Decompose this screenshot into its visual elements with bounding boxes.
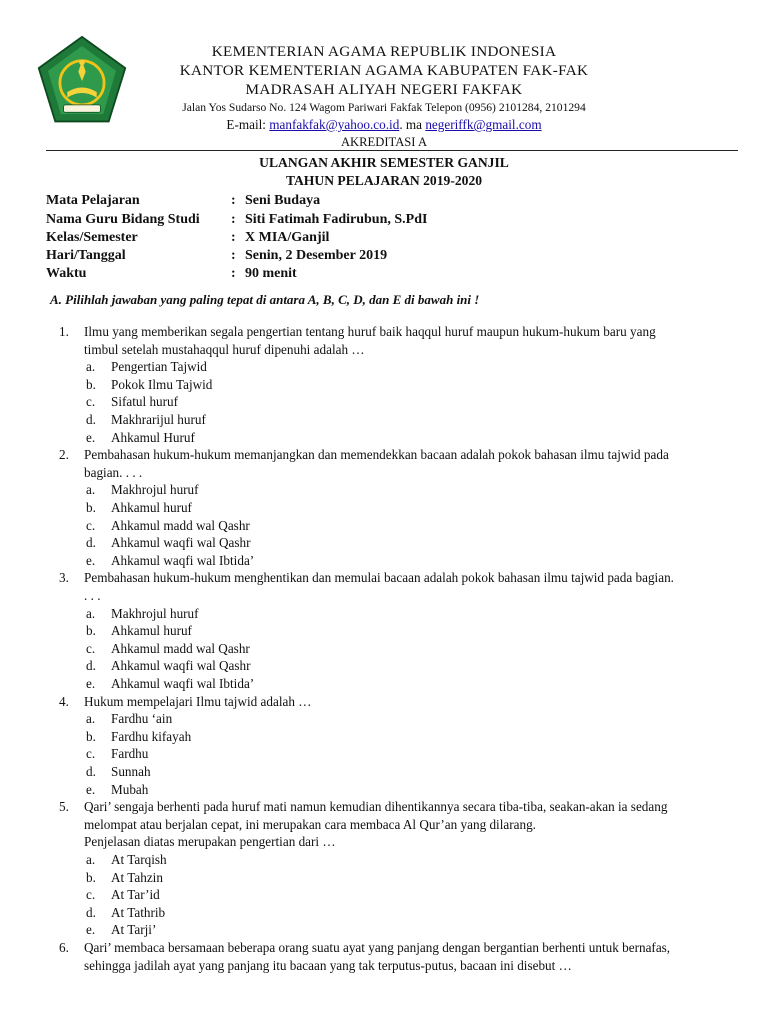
question-text: Qari’ sengaja berhenti pada huruf mati namun kemudian dihentikannya secara tiba-tiba, seakan-akan ia sedang: [84, 799, 668, 815]
question-number: 6.: [59, 940, 69, 955]
option-letter: c.: [86, 640, 96, 656]
info-colon: :: [231, 193, 236, 208]
info-colon: :: [231, 212, 236, 227]
option-text: Ahkamul waqfi wal Ibtida’: [111, 676, 255, 691]
header-ministry: KEMENTERIAN AGAMA REPUBLIK INDONESIA: [211, 43, 557, 60]
option-text: Pengertian Tajwid: [111, 359, 207, 375]
option-letter: c.: [86, 517, 96, 533]
question-text: Penjelasan diatas merupakan pengertian dari …: [84, 834, 336, 850]
header-divider: [46, 150, 738, 151]
email-link-yahoo[interactable]: manfakfak@yahoo.co.id: [269, 117, 400, 132]
option-letter: c.: [86, 887, 96, 903]
option-text: Sifatul huruf: [111, 394, 179, 410]
option-letter: e.: [86, 676, 96, 691]
option-text: Sunnah: [111, 764, 151, 779]
question-text: Pembahasan hukum-hukum menghentikan dan memulai bacaan adalah pokok bahasan ilmu tajwid pada bagian.: [84, 570, 674, 586]
option-text: Fardhu ‘ain: [111, 711, 173, 727]
info-label: Hari/Tanggal: [46, 248, 126, 263]
question-text: Pembahasan hukum-hukum memanjangkan dan memendekkan bacaan adalah pokok bahasan ilmu tajwid pada: [84, 447, 669, 463]
option-letter: a.: [86, 482, 96, 498]
option-text: Pokok Ilmu Tajwid: [111, 376, 213, 392]
info-row: [46, 230, 329, 246]
question-number: 1.: [59, 324, 69, 339]
option-letter: b.: [86, 728, 96, 744]
option-letter: a.: [86, 359, 96, 375]
info-value: Senin, 2 Desember 2019: [245, 248, 388, 263]
option-text: Ahkamul huruf: [111, 500, 192, 515]
option-letter: e.: [86, 781, 96, 797]
option-text: Ahkamul waqfi wal Qashr: [111, 658, 251, 674]
header-office: KANTOR KEMENTERIAN AGAMA KABUPATEN FAK-FAK: [179, 62, 589, 79]
question-number: 4.: [59, 693, 69, 709]
option-letter: a.: [86, 711, 96, 727]
info-colon: :: [231, 266, 236, 281]
info-row: [46, 212, 427, 228]
info-colon: :: [231, 248, 236, 263]
question-number: 3.: [59, 570, 69, 586]
option-letter: b.: [86, 623, 96, 639]
question-text: timbul setelah mustahaqqul huruf dipenuhi adalah …: [84, 341, 365, 357]
info-label: Mata Pelajaran: [46, 193, 140, 208]
exam-title: ULANGAN AKHIR SEMESTER GANJIL: [259, 155, 509, 170]
question-text: bagian. . . .: [84, 464, 143, 480]
option-text: Mubah: [111, 781, 149, 797]
option-text: At Tar’id: [111, 887, 160, 903]
option-letter: b.: [86, 500, 96, 515]
info-value: Siti Fatimah Fadirubun, S.PdI: [245, 212, 428, 227]
option-text: At Tathrib: [111, 904, 166, 920]
option-letter: a.: [86, 852, 96, 867]
option-letter: d.: [86, 904, 96, 920]
info-label: Kelas/Semester: [46, 230, 138, 245]
option-letter: b.: [86, 376, 96, 392]
option-letter: c.: [86, 746, 96, 762]
option-letter: b.: [86, 869, 96, 885]
header-address: Jalan Yos Sudarso No. 124 Wagom Pariwari Fakfak Telepon (0956) 2101284, 2101294: [182, 101, 586, 114]
email-link-gmail[interactable]: negeriffk@gmail.com: [425, 117, 542, 132]
info-value: 90 menit: [245, 266, 297, 281]
question-text: Hukum mempelajari Ilmu tajwid adalah …: [84, 693, 312, 709]
info-colon: :: [231, 230, 236, 245]
option-letter: d.: [86, 535, 96, 551]
option-letter: e.: [86, 552, 96, 568]
exam-year: TAHUN PELAJARAN 2019-2020: [285, 173, 483, 188]
info-value: X MIA/Ganjil: [245, 230, 330, 245]
question-text: . . .: [84, 588, 101, 603]
option-text: Makhrojul huruf: [111, 605, 199, 621]
option-text: Ahkamul waqfi wal Ibtida’: [111, 552, 255, 568]
option-letter: c.: [86, 394, 96, 410]
info-row: [46, 248, 387, 264]
question-text: Ilmu yang memberikan segala pengertian tentang huruf baik haqqul huruf maupun hukum-hukum baru yang: [84, 324, 656, 339]
email-separator: . ma: [399, 117, 426, 132]
question-text: Qari’ membaca bersamaan beberapa orang suatu ayat yang panjang dengan bergantian berhenti untuk bernafas,: [84, 940, 671, 955]
email-label: E-mail:: [226, 117, 270, 132]
question-text: melompat atau berjalan cepat, ini merupakan cara membaca Al Qur’an yang dilarang.: [84, 816, 536, 832]
header-accreditation: AKREDITASI A: [340, 135, 428, 149]
option-letter: d.: [86, 412, 96, 427]
question-number: 5.: [59, 799, 69, 815]
option-text: Ahkamul waqfi wal Qashr: [111, 535, 251, 551]
option-letter: d.: [86, 764, 96, 779]
info-row: [46, 266, 297, 282]
option-letter: a.: [86, 605, 96, 621]
option-text: At Tahzin: [111, 869, 163, 885]
option-text: Ahkamul madd wal Qashr: [111, 640, 250, 656]
option-text: Fardhu kifayah: [111, 728, 192, 744]
option-text: Fardhu: [111, 746, 149, 762]
option-letter: e.: [86, 429, 96, 445]
option-text: At Tarqish: [111, 852, 167, 867]
option-text: Makhrarijul huruf: [111, 412, 206, 427]
option-text: Makhrojul huruf: [111, 482, 199, 498]
info-row: [46, 193, 320, 209]
question-text: sehingga jadilah ayat yang panjang itu bacaan yang tak terputus-putus, bacaan ini disebut …: [84, 957, 572, 973]
header-school: MADRASAH ALIYAH NEGERI FAKFAK: [245, 81, 523, 98]
question-number: 2.: [59, 447, 69, 463]
info-label: Nama Guru Bidang Studi: [46, 212, 200, 227]
header-email: [0, 117, 768, 133]
instruction: A. Pilihlah jawaban yang paling tepat di antara A, B, C, D, dan E di bawah ini !: [50, 292, 480, 307]
option-text: Ahkamul huruf: [111, 623, 192, 639]
option-letter: d.: [86, 658, 96, 674]
option-text: Ahkamul madd wal Qashr: [111, 517, 250, 533]
option-text: At Tarji’: [111, 922, 157, 938]
option-text: Ahkamul Huruf: [111, 429, 195, 445]
info-value: Seni Budaya: [245, 193, 321, 208]
info-label: Waktu: [46, 266, 87, 281]
option-letter: e.: [86, 922, 96, 938]
